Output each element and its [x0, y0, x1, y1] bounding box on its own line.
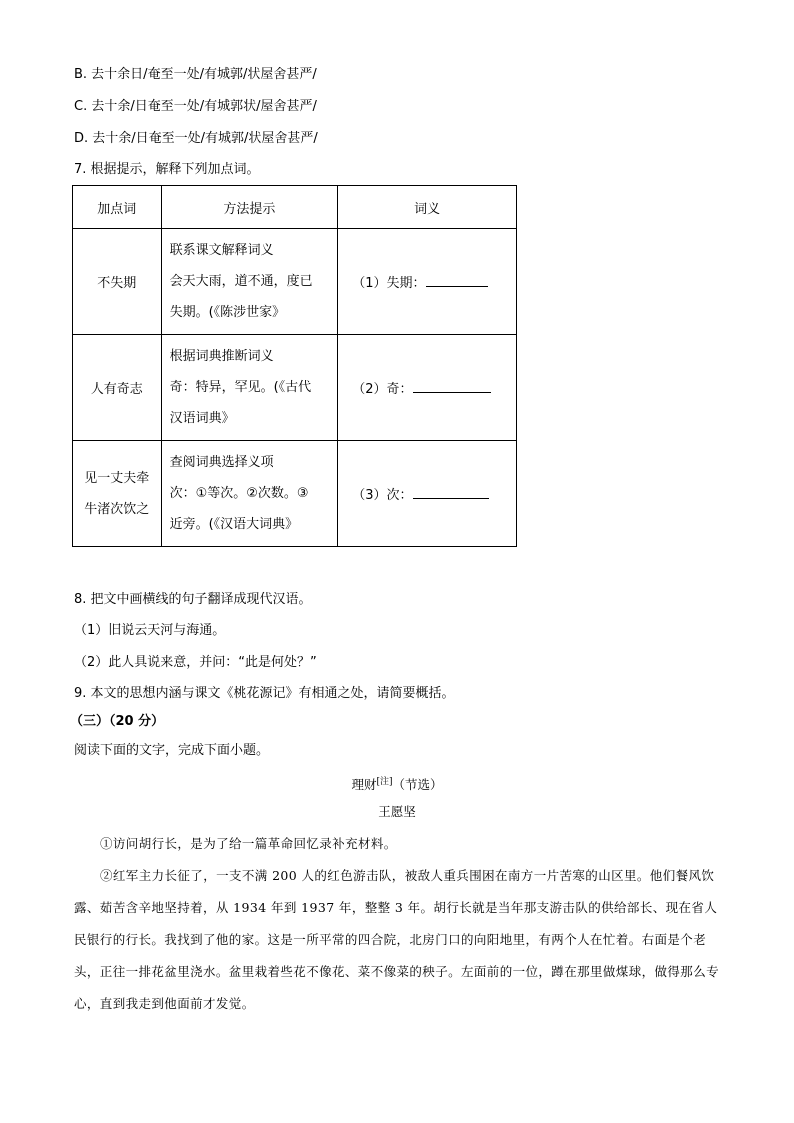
option-d: D. 去十余/日奄至一处/有城郭/状屋舍甚严/	[74, 131, 318, 146]
header-word: 加点词	[73, 186, 162, 229]
meaning-cell	[338, 229, 517, 335]
hint-line: 联系课文解释词义	[169, 243, 274, 258]
title-suffix: （节选）	[392, 777, 443, 793]
hint-line: 次：①等次。②次数。③	[169, 486, 309, 501]
hint-cell	[161, 441, 338, 547]
title-text: 理财	[351, 777, 377, 793]
question-9-prompt: 9. 本文的思想内涵与课文《桃花源记》有相通之处，请简要概括。	[74, 686, 455, 701]
hint-cell	[161, 335, 338, 441]
meaning-label: （1）失期：	[352, 276, 426, 291]
paragraph: ②红军主力长征了，一支不满 200 人的红色游击队，被敌人重兵围困在南方一片苦寒的山区里。他们餐风饮露、茹苦含辛地坚持着，从 1934 年到 1937 年，整整 3 年。胡行长就是当年那支游击队的供给部长、现在省人民银行的行长。我找到了他的家。这是一所平常的四合院，北房门口的向阳地里，有两个人在忙着。右面是个老头，正往一排花盆里浇水。盆里栽着些花不像花、菜不像菜的秧子。左面前的一位，蹲在那里做煤球，做得那么专心，直到我走到他面前才发觉。	[74, 868, 720, 1011]
reading-instruction: 阅读下面的文字，完成下面小题。	[74, 743, 270, 758]
title-note: [注]	[376, 777, 393, 787]
table-row	[73, 229, 517, 335]
hint-cell	[161, 229, 338, 335]
paragraph: ①访问胡行长，是为了给一篇革命回忆录补充材料。	[100, 836, 397, 851]
hint-line: 失期。(《陈涉世家》	[169, 305, 286, 320]
option-b: B. 去十余日/奄至一处/有城郭/状屋舍甚严/	[74, 67, 317, 82]
section-heading: （三）（20 分）	[70, 714, 165, 729]
meaning-label: （3）次：	[352, 488, 413, 503]
word-line: 牛渚次饮之	[84, 501, 150, 517]
meaning-label: （2）奇：	[352, 382, 413, 397]
hint-line: 查阅词典选择义项	[169, 455, 274, 470]
table-header-row	[73, 186, 517, 229]
word-meaning-table	[72, 185, 517, 547]
table-row	[73, 441, 517, 547]
article-author: 王愿坚	[378, 804, 416, 819]
word-line: 见一丈夫牵	[84, 470, 150, 486]
word-cell: 不失期	[73, 229, 162, 335]
question-8-item: （2）此人具说来意，并问：“此是何处？”	[74, 655, 317, 670]
answer-blank[interactable]	[413, 380, 491, 393]
question-7-prompt: 7. 根据提示，解释下列加点词。	[74, 162, 260, 177]
question-8-prompt: 8. 把文中画横线的句子翻译成现代汉语。	[74, 592, 312, 607]
meaning-cell	[338, 441, 517, 547]
hint-line: 近旁。(《汉语大词典》	[169, 517, 299, 532]
option-c: C. 去十余/日奄至一处/有城郭状/屋舍甚严/	[74, 99, 317, 114]
hint-line: 奇：特异，罕见。(《古代	[169, 380, 312, 395]
answer-blank[interactable]	[413, 486, 489, 499]
meaning-cell	[338, 335, 517, 441]
article-title	[0, 772, 794, 795]
question-8-item: （1）旧说云天河与海通。	[74, 623, 226, 638]
word-cell	[73, 441, 162, 547]
table-row	[73, 335, 517, 441]
header-meaning: 词义	[338, 186, 517, 229]
answer-blank[interactable]	[426, 274, 488, 287]
header-method: 方法提示	[161, 186, 338, 229]
hint-line: 汉语词典》	[169, 411, 235, 426]
hint-line: 根据词典推断词义	[169, 349, 274, 364]
word-cell: 人有奇志	[73, 335, 162, 441]
hint-line: 会天大雨，道不通，度已	[169, 274, 313, 289]
